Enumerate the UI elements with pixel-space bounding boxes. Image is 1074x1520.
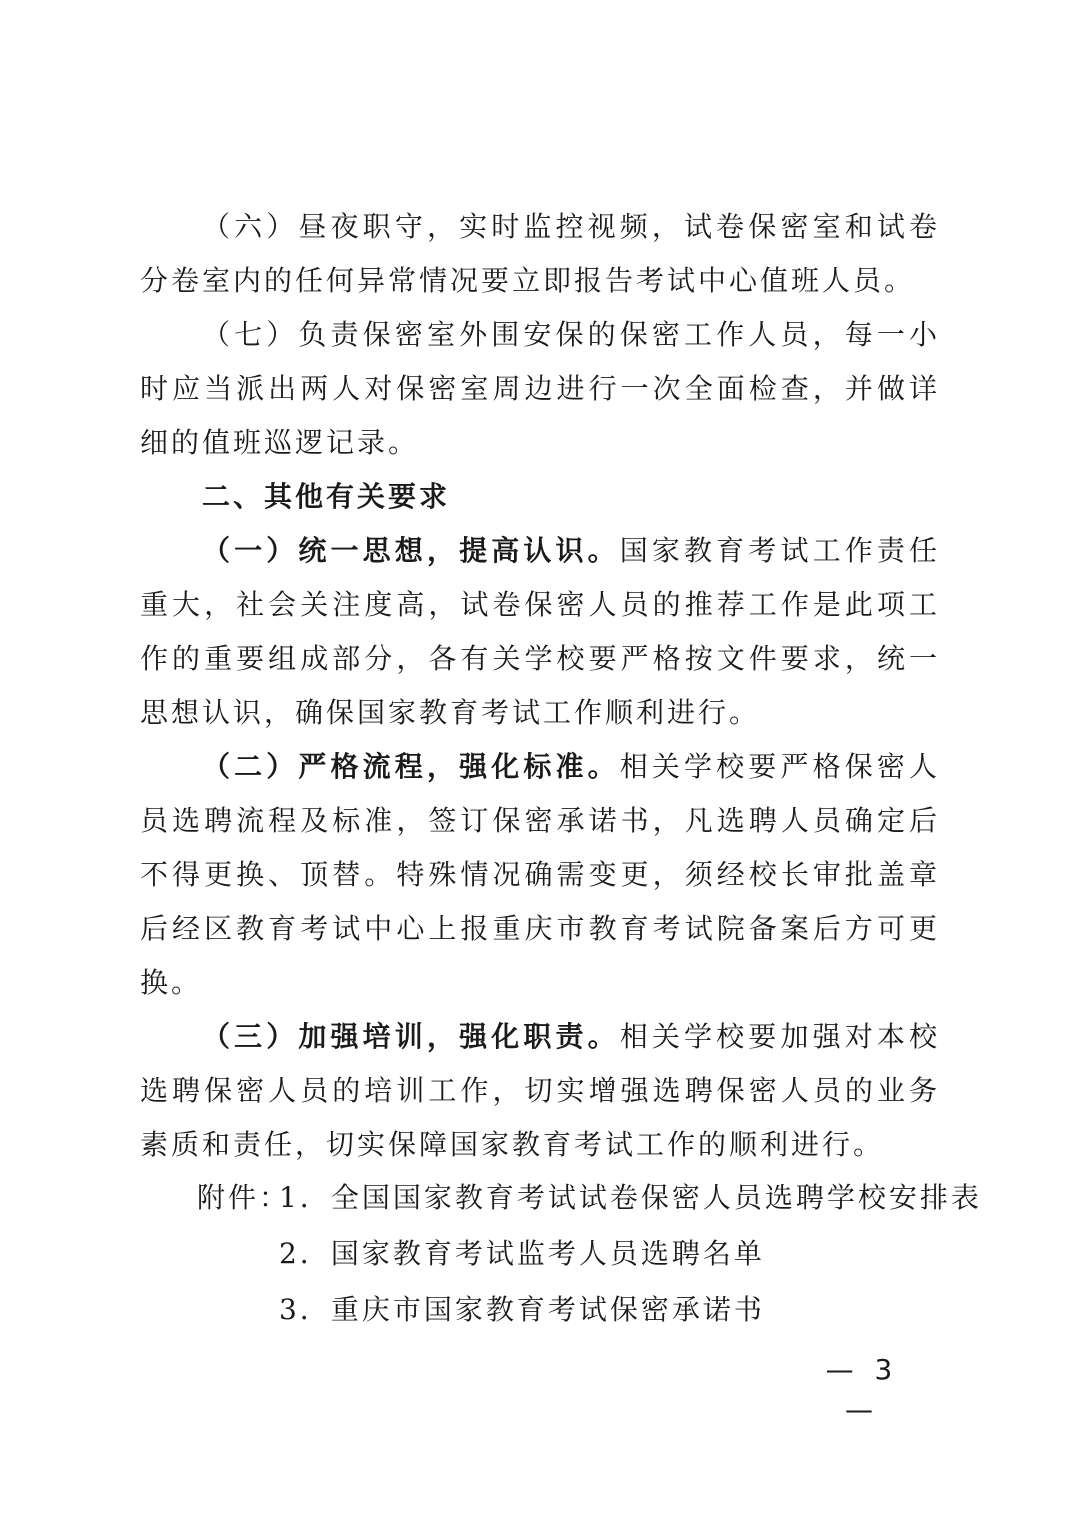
requirement-3 [140, 1010, 940, 1172]
paragraph-text: （六）昼夜职守，实时监控视频，试卷保密室和试卷分卷室内的任何异常情况要立即报告考试中心值班人员。 [140, 210, 940, 297]
attachment-title: 2．国家教育考试监考人员选聘名单 [279, 1237, 765, 1270]
paragraph-item-6 [140, 200, 940, 308]
requirement-lead: （三）加强培训，强化职责。 [202, 1020, 620, 1053]
requirement-body: 相关学校要严格保密人员选聘流程及标准，签订保密承诺书，凡选聘人员确定后不得更换、顶替。特殊情况确需变更，须经校长审批盖章后经区教育考试中心上报重庆市教育考试院备案后方可更换。 [140, 750, 940, 999]
attachment-item [197, 1170, 982, 1226]
attachment-title: 3．重庆市国家教育考试保密承诺书 [279, 1293, 765, 1326]
page-number: — 3 — [825, 1353, 899, 1426]
requirement-lead: （一）统一思想，提高认识。 [202, 534, 620, 567]
requirement-body: 国家教育考试工作责任重大，社会关注度高，试卷保密人员的推荐工作是此项工作的重要组成部分，各有关学校要严格按文件要求，统一思想认识，确保国家教育考试工作顺利进行。 [140, 534, 940, 729]
attachments-list [197, 1170, 982, 1338]
requirement-body: 相关学校要加强对本校选聘保密人员的培训工作，切实增强选聘保密人员的业务素质和责任，切实保障国家教育考试工作的顺利进行。 [140, 1020, 940, 1161]
section-heading [140, 470, 940, 524]
paragraph-item-7 [140, 308, 940, 470]
requirement-2 [140, 740, 940, 1010]
attachment-item [197, 1226, 957, 1282]
requirement-lead: （二）严格流程，强化标准。 [202, 750, 620, 783]
section-heading-text: 二、其他有关要求 [202, 480, 451, 513]
requirement-1 [140, 524, 940, 740]
attachments-label: 附件： [197, 1181, 291, 1214]
document-body [140, 200, 940, 1172]
paragraph-text: （七）负责保密室外围安保的保密工作人员，每一小时应当派出两人对保密室周边进行一次全面检查，并做详细的值班巡逻记录。 [140, 318, 940, 459]
attachment-title: 1．全国国家教育考试试卷保密人员选聘学校安排表 [279, 1181, 982, 1214]
attachment-item [197, 1282, 957, 1338]
